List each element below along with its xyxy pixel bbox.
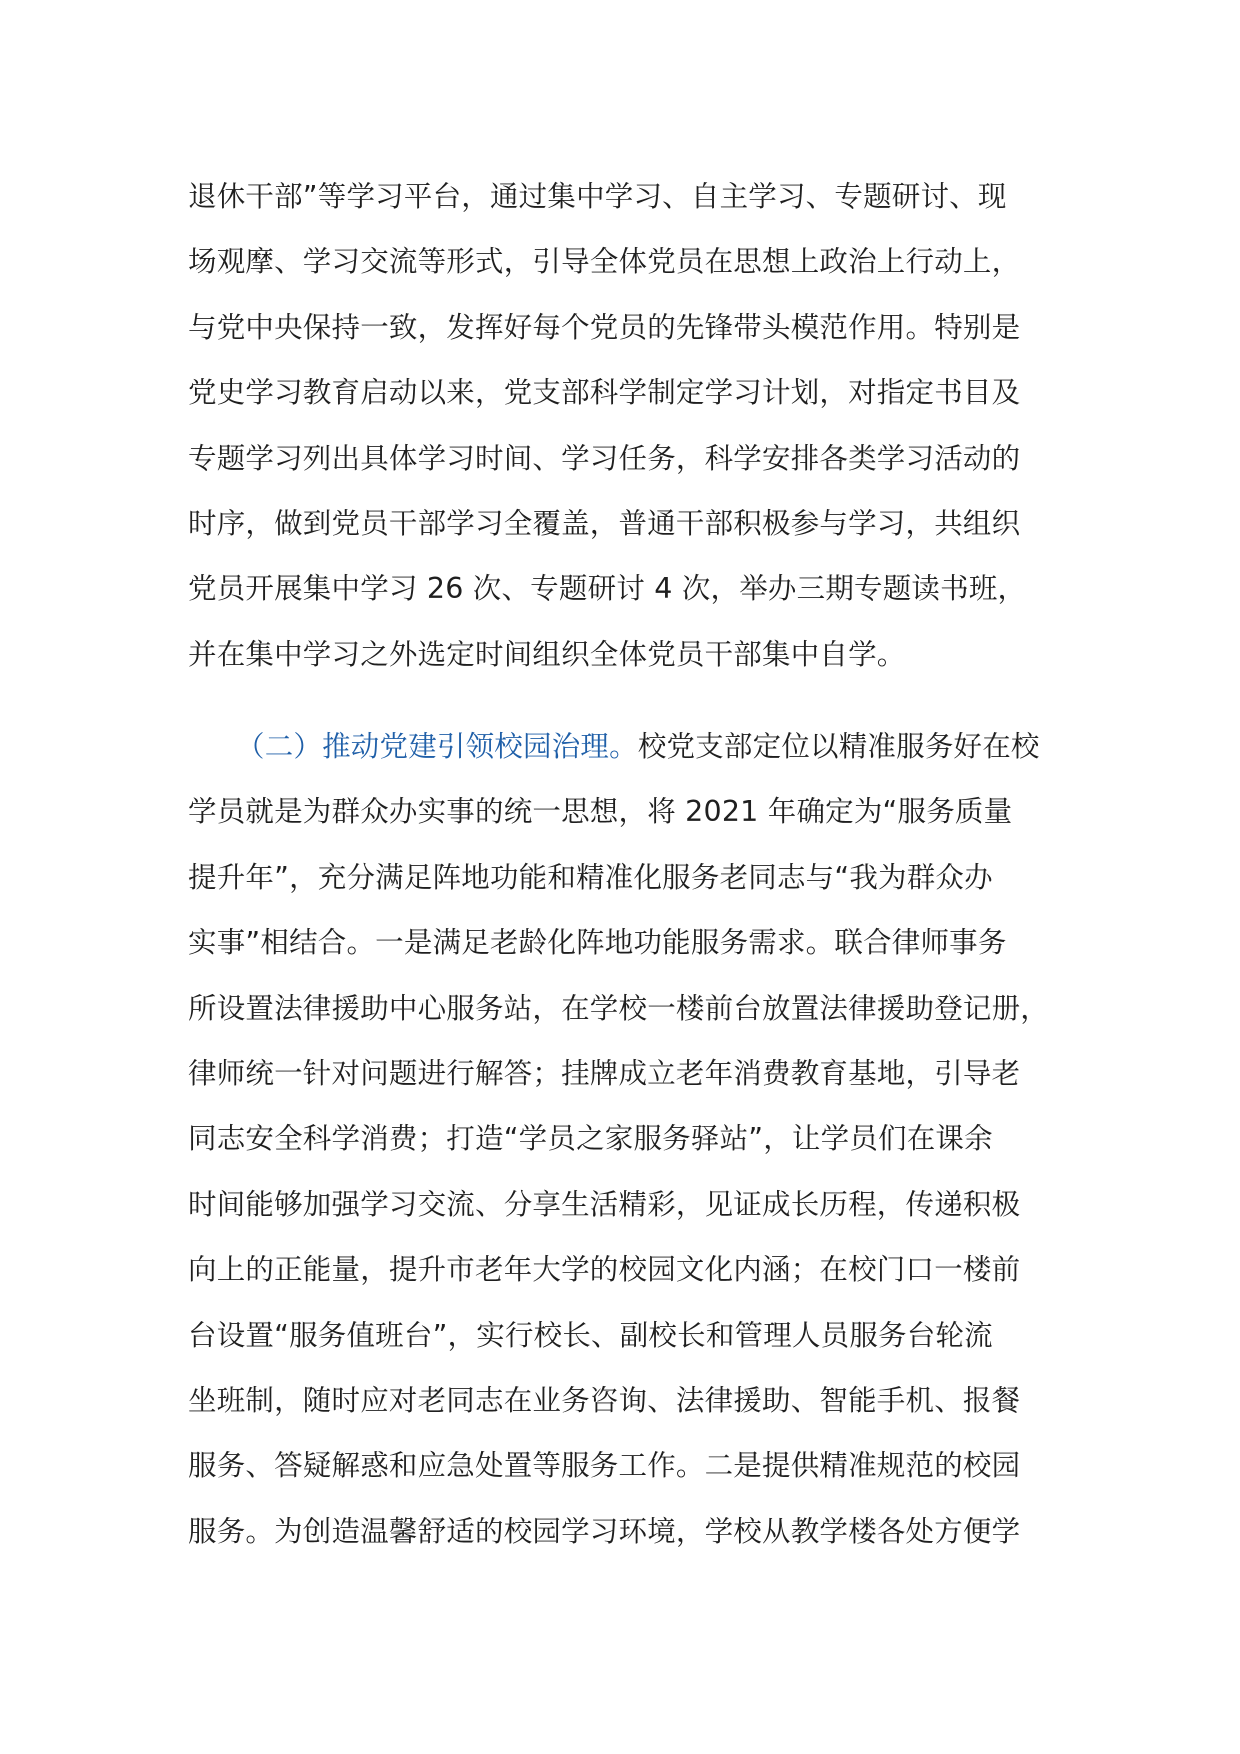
- text-line: 所设置法律援助中心服务站，在学校一楼前台放置法律援助登记册，: [188, 991, 1050, 1025]
- text-line: 台设置“服务值班台”，实行校长、副校长和管理人员服务台轮流: [188, 1318, 993, 1352]
- text-line: 党史学习教育启动以来，党支部科学制定学习计划，对指定书目及: [188, 376, 1021, 410]
- text-line: 学员就是为群众办实事的统一思想，将 2021 年确定为“服务质量: [188, 795, 1013, 829]
- text-line: 时序，做到党员干部学习全覆盖，普通干部积极参与学习，共组织: [188, 506, 1021, 540]
- text-line: 并在集中学习之外选定时间组织全体党员干部集中自学。: [188, 637, 906, 671]
- paragraph-campus-governance: [188, 714, 1068, 1564]
- section-first-line: [188, 714, 1068, 779]
- paragraph-study-platforms: [188, 164, 1068, 687]
- text-line: 场观摩、学习交流等形式，引导全体党员在思想上政治上行动上，: [188, 245, 1021, 279]
- text-line: 专题学习列出具体学习时间、学习任务，科学安排各类学习活动的: [188, 441, 1021, 475]
- text-line: 坐班制，随时应对老同志在业务咨询、法律援助、智能手机、报餐: [188, 1383, 1021, 1417]
- text-line: 服务。为创造温馨舒适的校园学习环境，学校从教学楼各处方便学: [188, 1514, 1021, 1548]
- text-line: 时间能够加强学习交流、分享生活精彩，见证成长历程，传递积极: [188, 1187, 1021, 1221]
- text-line: 实事”相结合。一是满足老龄化阵地功能服务需求。联合律师事务: [188, 926, 1007, 960]
- section-heading: （二）推动党建引领校园治理。: [236, 730, 638, 763]
- section-heading-continuation: 校党支部定位以精准服务好在校: [637, 730, 1040, 763]
- text-line: 与党中央保持一致，发挥好每个党员的先锋带头模范作用。特别是: [188, 310, 1021, 344]
- text-line: 向上的正能量，提升市老年大学的校园文化内涵；在校门口一楼前: [188, 1253, 1021, 1287]
- text-line: 退休干部”等学习平台，通过集中学习、自主学习、专题研讨、现: [188, 180, 1007, 213]
- text-line: 服务、答疑解惑和应急处置等服务工作。二是提供精准规范的校园: [188, 1449, 1021, 1483]
- text-line: 律师统一针对问题进行解答；挂牌成立老年消费教育基地，引导老: [188, 1056, 1021, 1090]
- text-line: 党员开展集中学习 26 次、专题研讨 4 次，举办三期专题读书班，: [188, 572, 1027, 606]
- text-line: 同志安全科学消费；打造“学员之家服务驿站”，让学员们在课余: [188, 1122, 993, 1156]
- text-line: 提升年”，充分满足阵地功能和精准化服务老同志与“我为群众办: [188, 860, 993, 894]
